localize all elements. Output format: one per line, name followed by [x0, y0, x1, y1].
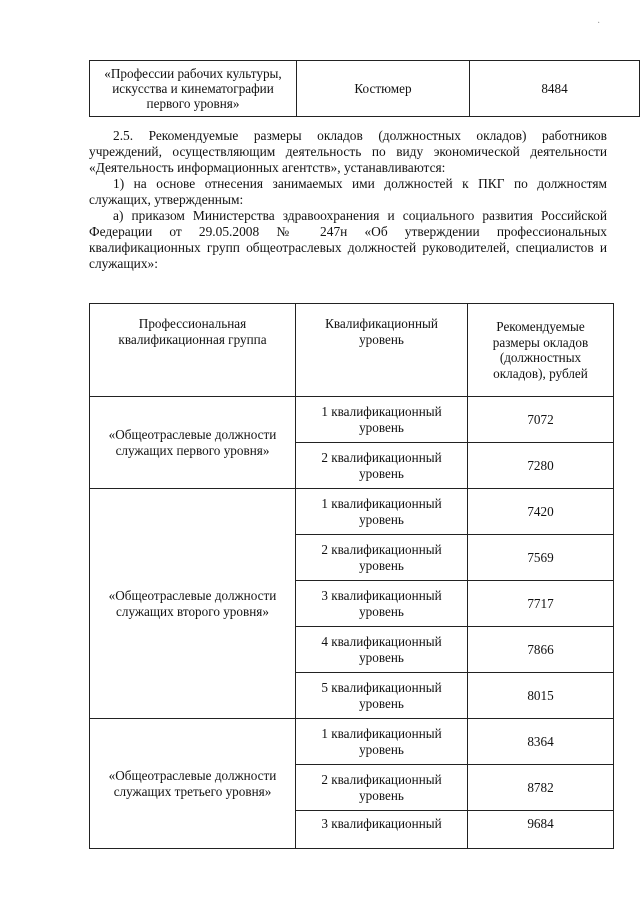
salary-table	[89, 303, 614, 849]
group-name-cell: «Общеотраслевые должности служащих третьего уровня»	[90, 719, 296, 849]
level-cell: 1 квалификационный уровень	[296, 489, 468, 535]
header-group: Профессиональная квалификационная группа	[90, 304, 296, 397]
salary-cell: 7072	[468, 397, 614, 443]
group-name-cell: «Общеотраслевые должности служащих первого уровня»	[90, 397, 296, 489]
continuation-table	[89, 60, 640, 117]
salary-cell: 8364	[468, 719, 614, 765]
position-cell: Костюмер	[297, 61, 470, 117]
level-cell: 3 квалификационный	[296, 811, 468, 849]
salary-cell: 7866	[468, 627, 614, 673]
level-cell: 2 квалификационный уровень	[296, 765, 468, 811]
level-cell: 2 квалификационный уровень	[296, 535, 468, 581]
salary-cell: 8015	[468, 673, 614, 719]
header-salary: Рекомендуемые размеры окладов (должностных окладов), рублей	[468, 304, 614, 397]
level-cell: 2 квалификационный уровень	[296, 443, 468, 489]
paragraph-2-5: 2.5. Рекомендуемые размеры окладов (должностных окладов) работников учреждений, осуществляющим деятельность по виду экономической деятельности «Деятельность информационных агентств», устанавливаются:	[89, 128, 607, 175]
table-header-row	[90, 304, 614, 397]
paragraph-item-a: а) приказом Министерства здравоохранения и социального развития Российской Федерации от 29.05.2008 № 247н «Об утверждении профессиональных квалификационных групп общеотраслевых должностей руководителей, специалистов и служащих»:	[89, 208, 607, 271]
salary-cell: 7569	[468, 535, 614, 581]
header-level: Квалификационный уровень	[296, 304, 468, 397]
group-cell: «Профессии рабочих культуры, искусства и кинематографии первого уровня»	[90, 61, 297, 117]
table-row	[90, 397, 614, 443]
level-cell: 5 квалификационный уровень	[296, 673, 468, 719]
salary-cell: 7280	[468, 443, 614, 489]
table-row	[90, 61, 640, 117]
salary-cell: 8782	[468, 765, 614, 811]
page-mark: ·	[597, 18, 601, 29]
level-cell: 4 квалификационный уровень	[296, 627, 468, 673]
salary-cell: 7420	[468, 489, 614, 535]
paragraph-item-1: 1) на основе отнесения занимаемых ими должностей к ПКГ по должностям служащих, утвержденным:	[89, 176, 607, 207]
table-row	[90, 489, 614, 535]
level-cell: 1 квалификационный уровень	[296, 719, 468, 765]
group-name-cell: «Общеотраслевые должности служащих второго уровня»	[90, 489, 296, 719]
body-text	[89, 128, 607, 272]
salary-cell: 9684	[468, 811, 614, 849]
table-row	[90, 719, 614, 765]
salary-cell: 8484	[470, 61, 640, 117]
salary-cell: 7717	[468, 581, 614, 627]
level-cell: 3 квалификационный уровень	[296, 581, 468, 627]
level-cell: 1 квалификационный уровень	[296, 397, 468, 443]
